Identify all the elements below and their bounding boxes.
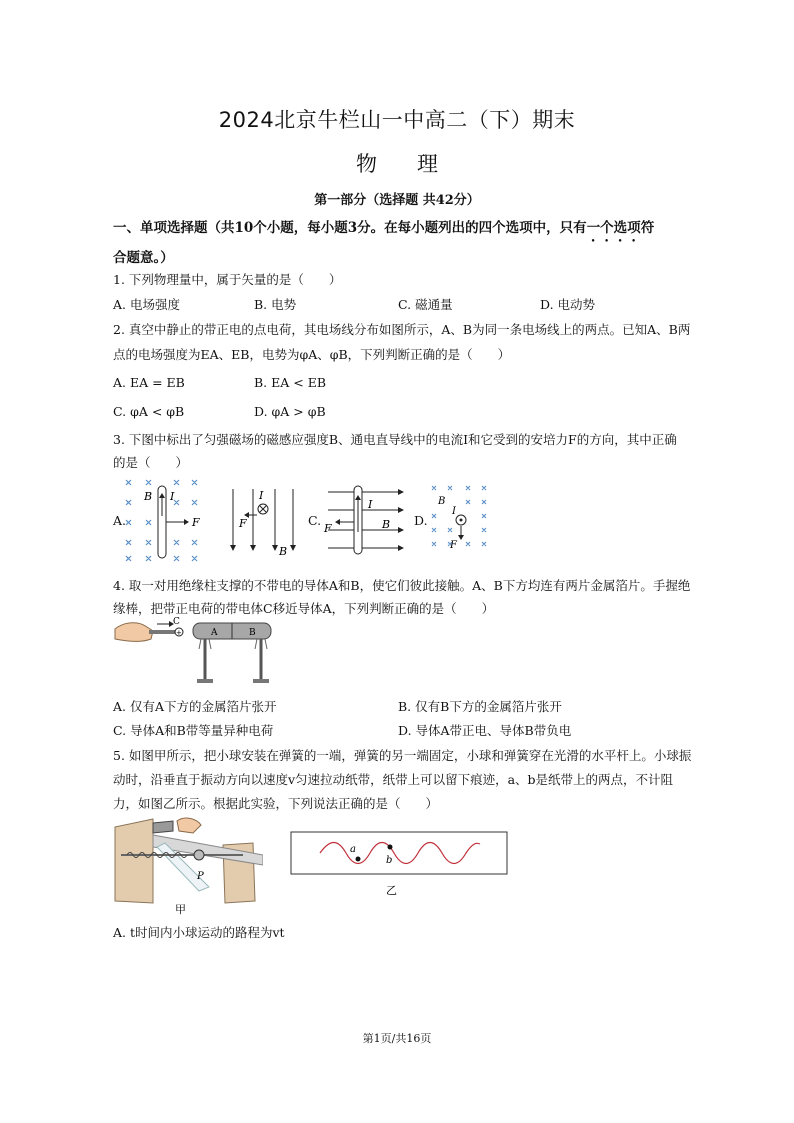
q3-stem-1: 3. 下图中标出了匀强磁场的磁感应强度B、通电直导线中的电流I和它受到的安培力F的方向，其中正确 xyxy=(113,432,677,447)
q3-figure-d xyxy=(428,482,494,558)
q3b-b-label: B xyxy=(279,545,288,557)
q3d-i-label: I xyxy=(452,506,456,517)
part-heading: 第一部分（选择题 共42分） xyxy=(314,193,480,208)
q1-option-c[interactable]: C. 磁通量 xyxy=(398,297,453,312)
q3c-i-label: I xyxy=(368,498,373,511)
q3-figure-b xyxy=(225,487,305,557)
q5-figure-jia xyxy=(113,815,263,917)
q3c-f-label: F xyxy=(324,522,332,535)
q3a-i-label: I xyxy=(170,490,175,503)
q5-jia-label: 甲 xyxy=(175,903,186,916)
q3-figure-a xyxy=(122,476,202,564)
q4-figure xyxy=(113,617,283,689)
q5-option-a[interactable]: A. t时间内小球运动的路程为vt xyxy=(113,925,285,940)
q5-figure-yi xyxy=(290,830,510,910)
section-text-emphasis: 一个选项 xyxy=(586,220,641,236)
q3-option-c-label[interactable]: C. xyxy=(308,513,322,528)
q1-option-d[interactable]: D. 电动势 xyxy=(540,297,596,312)
q3b-f-label: F xyxy=(239,517,247,530)
q3-figure-c xyxy=(322,484,406,556)
q4-option-c[interactable]: C. 导体A和B带等量异种电荷 xyxy=(113,723,274,738)
q2-stem-1: 2. 真空中静止的带正电的点电荷，其电场线分布如图所示，A、B为同一条电场线上的两点。已知A、B两 xyxy=(113,322,691,337)
section-text-c: 合题意。） xyxy=(113,250,174,266)
q5-stem-2: 动时，沿垂直于振动方向以速度v匀速拉动纸带，纸带上可以留下痕迹，a、b是纸带上的两点，不计阻 xyxy=(113,772,674,787)
q4-c-label: C xyxy=(173,617,180,627)
q5-yi-label: 乙 xyxy=(386,884,397,897)
subject-char-2: 理 xyxy=(417,152,438,176)
q4-stem-2: 缘棒，把带正电荷的带电体C移近导体A，下列判断正确的是（ ） xyxy=(113,601,495,616)
q4-option-d[interactable]: D. 导体A带正电、导体B带负电 xyxy=(398,723,572,738)
q4-option-a[interactable]: A. 仅有A下方的金属箔片张开 xyxy=(113,699,277,714)
q4-option-b[interactable]: B. 仅有B下方的金属箔片张开 xyxy=(398,699,562,714)
exam-title: 2024北京牛栏山一中高二（下）期末 xyxy=(218,108,576,132)
q4-b-label: B xyxy=(249,628,256,638)
q5-stem-3: 力，如图乙所示。根据此实验，下列说法正确的是（ ） xyxy=(113,796,439,811)
q3-option-d-label[interactable]: D. xyxy=(414,513,428,528)
q1-option-b[interactable]: B. 电势 xyxy=(254,297,297,312)
q4-stem-1: 4. 取一对用绝缘柱支撑的不带电的导体A和B，使它们彼此接触。A、B下方均连有两片金属箔片。手握绝 xyxy=(113,578,691,593)
q3c-b-label: B xyxy=(382,518,391,531)
q2-stem-2: 点的电场强度为EA、EB，电势为φA、φB，下列判断正确的是（ ） xyxy=(113,347,511,362)
q2-option-d[interactable]: D. φA > φB xyxy=(254,404,326,419)
q3-option-a-label[interactable]: A. xyxy=(113,513,127,528)
q2-option-c[interactable]: C. φA < φB xyxy=(113,404,185,419)
q2-option-a[interactable]: A. EA = EB xyxy=(113,375,185,390)
q3d-f-label: F xyxy=(450,540,457,551)
page-footer: 第1页/共16页 xyxy=(362,1032,432,1045)
q5-p-label: P xyxy=(197,871,204,882)
q3d-b-label: B xyxy=(438,496,446,507)
q1-stem: 1. 下列物理量中，属于矢量的是（ ） xyxy=(113,272,342,287)
q5-a-label: a xyxy=(350,844,356,855)
q3a-b-label: B xyxy=(144,490,153,503)
q5-b-label: b xyxy=(386,855,393,866)
subject-char-1: 物 xyxy=(356,152,377,176)
section-heading xyxy=(113,215,693,272)
section-text-b: 符 xyxy=(640,220,655,236)
subject-title xyxy=(0,148,794,178)
q3a-f-label: F xyxy=(192,516,200,529)
q3-stem-2: 的是（ ） xyxy=(113,455,189,470)
q2-option-b[interactable]: B. EA < EB xyxy=(254,375,327,390)
q4-a-label: A xyxy=(211,628,218,638)
section-text-a: 一、单项选择题（共10个小题，每小题3分。在每小题列出的四个选项中，只有 xyxy=(113,220,587,236)
q4-plus-sign: + xyxy=(176,629,182,637)
q5-stem-1: 5. 如图甲所示，把小球安装在弹簧的一端，弹簧的另一端固定，小球和弹簧穿在光滑的水平杆上。小球振 xyxy=(113,748,692,763)
q3b-i-label: I xyxy=(259,489,264,502)
q1-option-a[interactable]: A. 电场强度 xyxy=(113,297,180,312)
